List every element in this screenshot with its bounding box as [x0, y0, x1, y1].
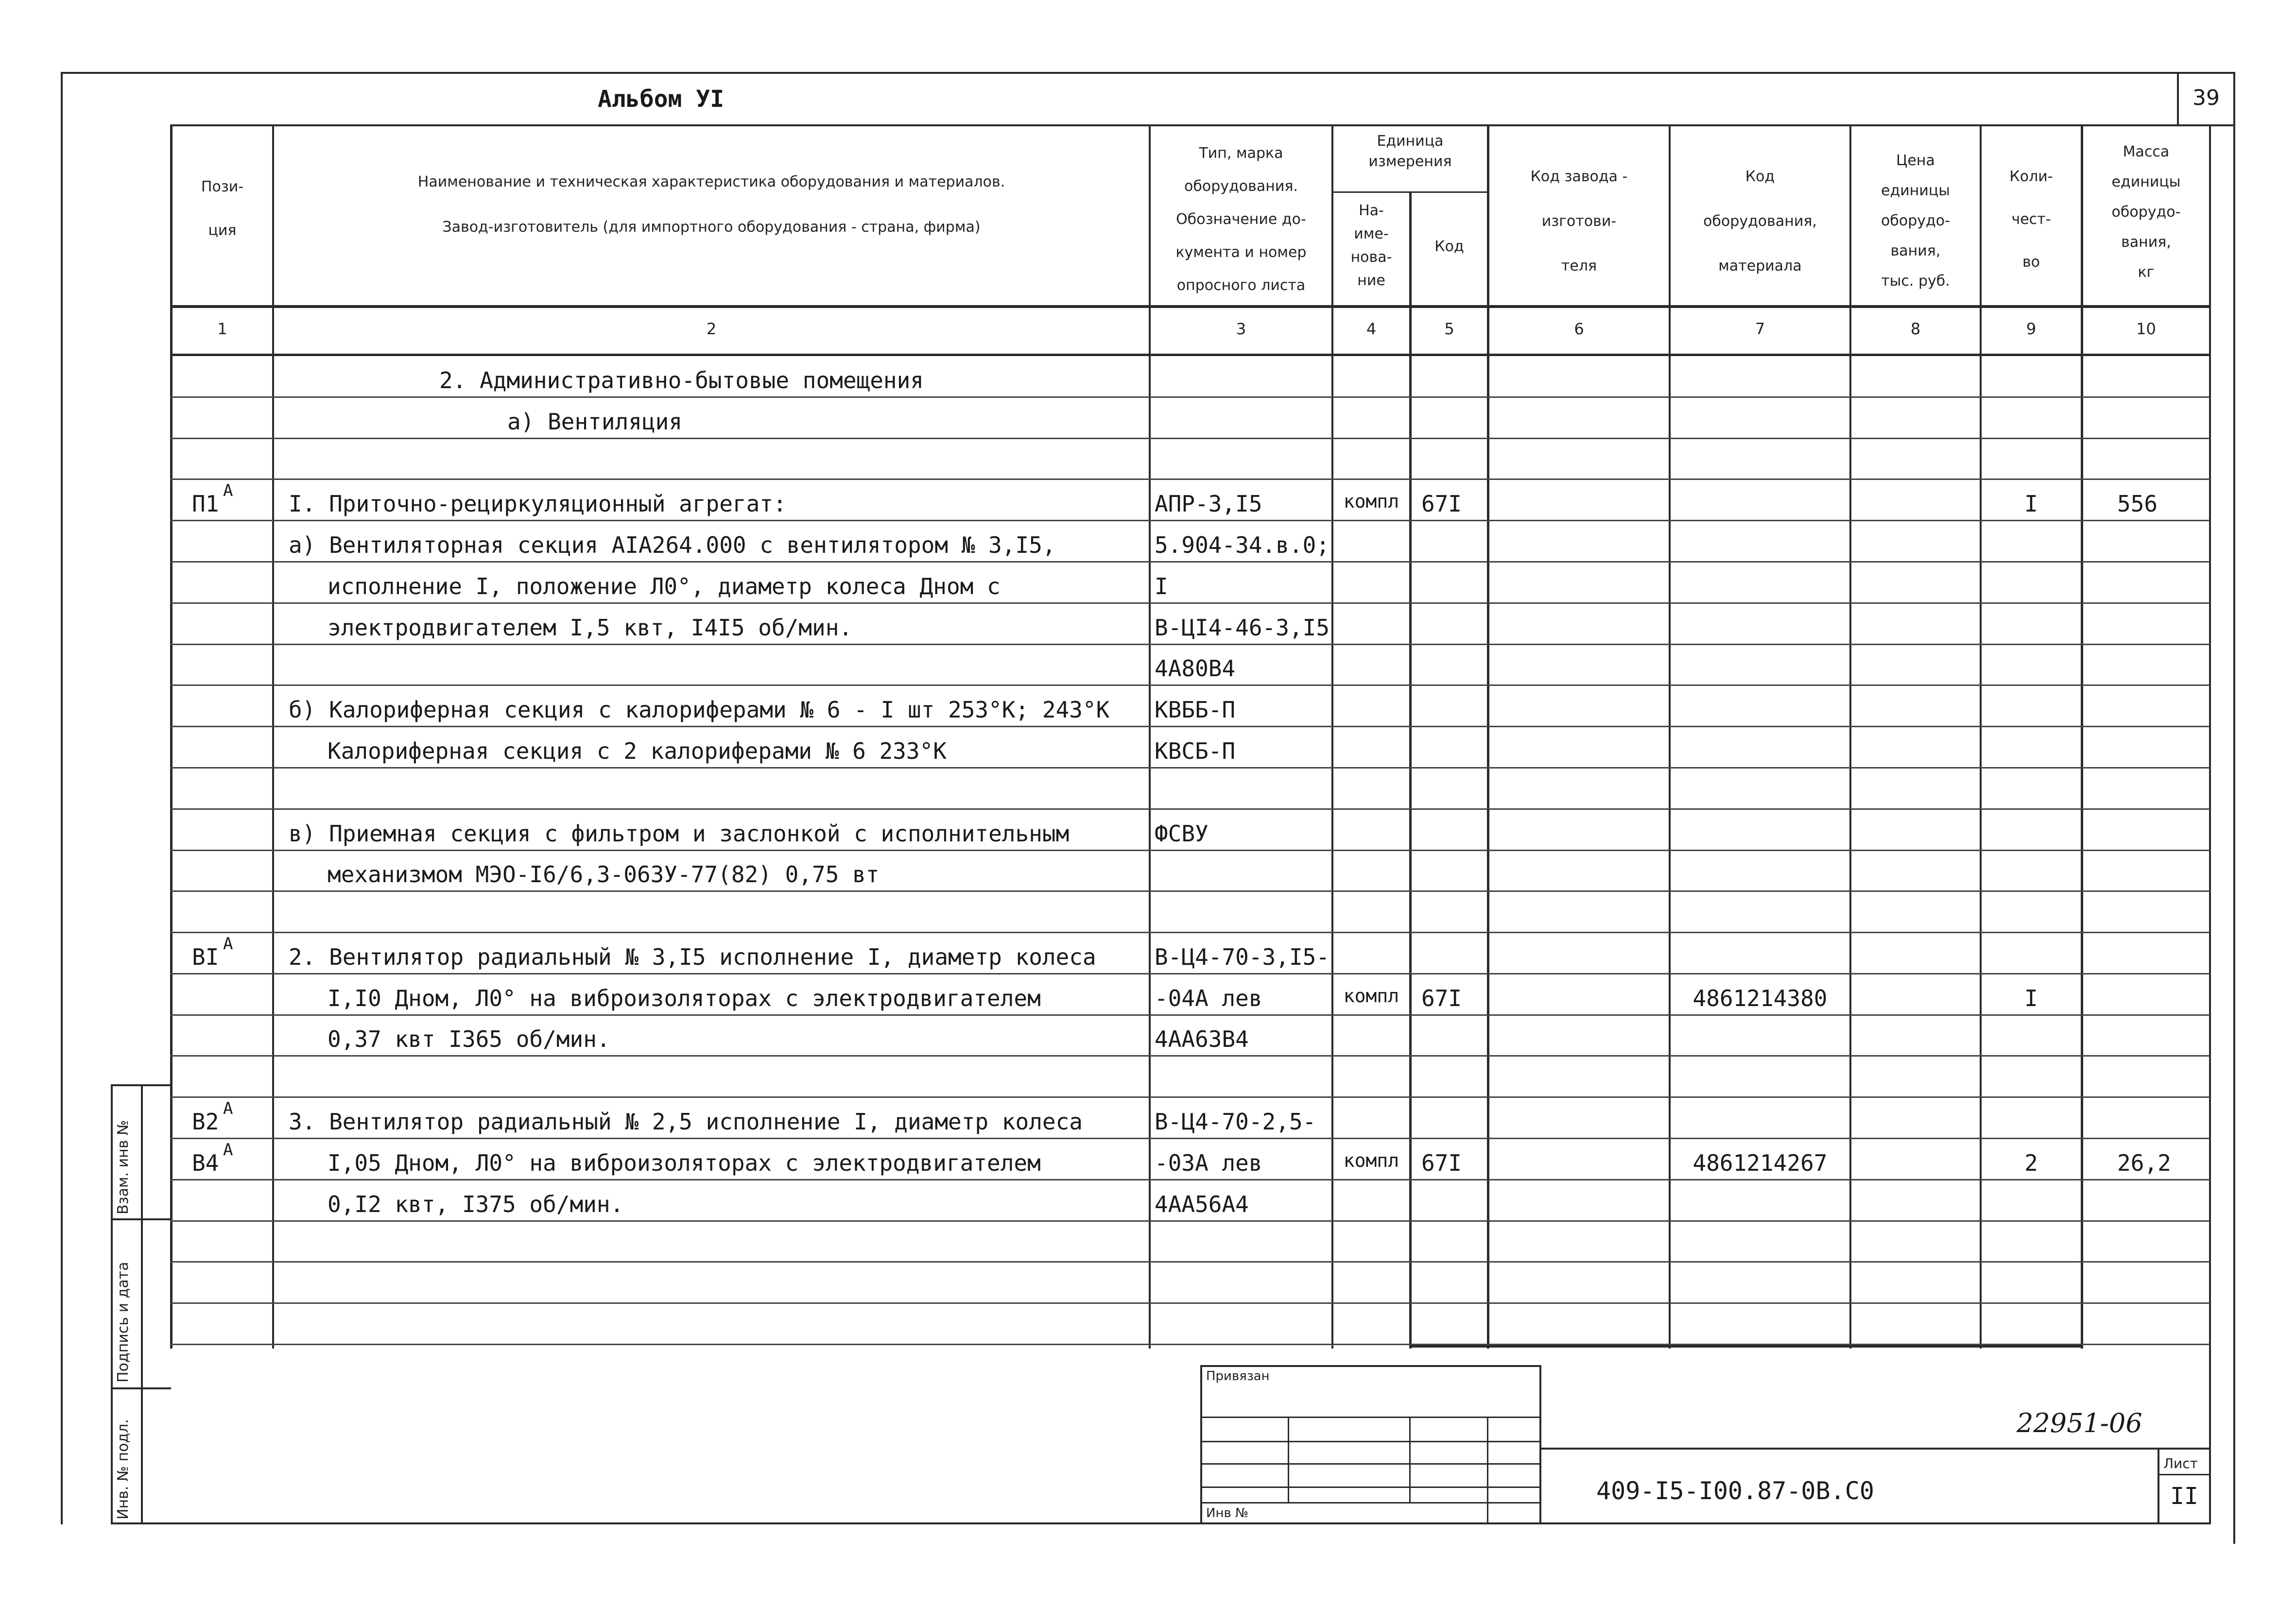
table-col7-end — [1849, 124, 1851, 1349]
header-name-line2: Завод-изготовитель (для импортного оборудования - страна, фирма) — [442, 219, 981, 236]
header-equipment-code: Код оборудования, материала — [1703, 168, 1817, 274]
table-cell-type: КВББ-П — [1155, 697, 1236, 723]
side-strip-div1 — [111, 1218, 171, 1220]
table-row-line — [170, 1302, 2210, 1304]
table-row-line — [170, 1179, 2210, 1180]
table-cell-name: а) Вентиляторная секция АIА264.000 с вентилятором № 3,I5, — [289, 532, 1056, 558]
table-cell-type: 5.904-34.в.0; — [1155, 532, 1330, 558]
table-cell-mass: 26,2 — [2117, 1150, 2171, 1176]
colnum-8: 8 — [1910, 320, 1921, 338]
privyazan-row4 — [1200, 1486, 1540, 1488]
privyazan-row2 — [1200, 1441, 1540, 1442]
table-cell-type: -03А лев — [1155, 1150, 1262, 1176]
table-left — [170, 124, 173, 1349]
table-row-line — [170, 1261, 2210, 1263]
table-row-line — [170, 520, 2210, 521]
frame-right — [2233, 72, 2235, 1544]
table-row-line — [170, 1096, 2210, 1098]
side-label-podpis: Подпись и дата — [115, 1262, 132, 1383]
side-strip-div2 — [111, 1387, 171, 1389]
inv-no-label: Инв № — [1206, 1506, 1249, 1521]
table-cell-name: б) Калориферная секция с калориферами № 6 - I шт 253°К; 243°К — [289, 697, 1110, 723]
colnum-2: 2 — [706, 320, 717, 338]
table-cell-name: 0,37 квт I365 об/мин. — [328, 1026, 610, 1052]
table-cell-name: а) Вентиляция — [507, 409, 683, 435]
table-cell-name: I,I0 Дном, Л0° на виброизоляторах с электродвигателем — [328, 985, 1041, 1011]
side-strip-left — [111, 1084, 113, 1524]
table-cell-type: -04А лев — [1155, 985, 1262, 1011]
table-row-line — [170, 438, 2210, 439]
table-row-line — [170, 1055, 2210, 1057]
side-strip-bottom — [111, 1522, 171, 1524]
list-box-divider — [2158, 1474, 2210, 1475]
table-cell-type: 4АА63В4 — [1155, 1026, 1249, 1052]
table-cell-pos: В2 — [192, 1109, 219, 1135]
table-cell-pos: П1 — [192, 491, 219, 517]
privyazan-top — [1200, 1365, 1540, 1367]
privyazan-col3 — [1487, 1417, 1488, 1524]
colnum-3: 3 — [1236, 320, 1246, 338]
header-unit-code: Код — [1434, 238, 1464, 255]
stamp-bottom — [170, 1522, 2210, 1524]
header-position: Пози- ция — [201, 178, 244, 239]
table-cell-type: КВСБ-П — [1155, 738, 1236, 764]
privyazan-col1 — [1288, 1417, 1289, 1502]
colnum-7: 7 — [1755, 320, 1765, 338]
table-cell-name: 3. Вентилятор радиальный № 2,5 исполнение I, диаметр колеса — [289, 1109, 1083, 1135]
table-cell-type: ФСВУ — [1155, 820, 1208, 847]
table-col1-end — [272, 124, 274, 1349]
table-cell-code: 67I — [1421, 491, 1462, 517]
table-cell-qty: I — [2024, 985, 2038, 1011]
table-row-line — [170, 890, 2210, 892]
table-row-line — [170, 1344, 2210, 1345]
colnum-10: 10 — [2136, 320, 2156, 338]
privyazan-label: Привязан — [1206, 1369, 1270, 1384]
table-row-line — [170, 932, 2210, 933]
table-cell-name: 2. Административно-бытовые помещения — [439, 367, 924, 393]
stamp-bottom-right — [2209, 1346, 2211, 1524]
table-cell-equip: 4861214267 — [1692, 1150, 1828, 1176]
table-row-line — [170, 478, 2210, 480]
frame-left — [61, 72, 63, 1524]
header-type: Тип, марка оборудования. Обозначение до- кумента и номер опросного листа — [1175, 145, 1307, 294]
position-superscript: А — [223, 1140, 233, 1160]
table-row-line — [170, 1014, 2210, 1016]
position-superscript: А — [223, 481, 233, 500]
table-cell-type: В-Ц4-70-3,I5- — [1155, 944, 1330, 970]
table-top — [170, 124, 2210, 126]
table-cell-type: 4А80В4 — [1155, 655, 1236, 682]
table-cell-type: I — [1155, 573, 1168, 599]
table-row-line — [170, 1138, 2210, 1139]
table-row-line — [170, 1220, 2210, 1222]
table-cell-code: 67I — [1421, 985, 1462, 1011]
side-strip-top — [111, 1084, 171, 1086]
document-code: 409-I5-I00.87-0В.С0 — [1596, 1477, 1874, 1505]
table-right — [2209, 124, 2211, 1349]
table-cell-type: В-Ц4-70-2,5- — [1155, 1109, 1316, 1135]
table-cell-name: механизмом МЭО-I6/6,3-063У-77(82) 0,75 вт — [328, 861, 880, 888]
table-cell-type: В-ЦI4-46-3,I5 — [1155, 615, 1330, 641]
header-quantity: Коли- чест- во — [2009, 168, 2053, 271]
privyazan-col2 — [1409, 1417, 1411, 1502]
table-row-line — [170, 808, 2210, 810]
table-row-line — [170, 850, 2210, 851]
colnum-4: 4 — [1366, 320, 1377, 338]
table-row-line — [170, 396, 2210, 398]
page-number: 39 — [2192, 85, 2220, 110]
colnum-6: 6 — [1574, 320, 1584, 338]
table-row-line — [170, 973, 2210, 974]
side-label-vzam: Взам. инв № — [115, 1120, 132, 1214]
colnum-9: 9 — [2026, 320, 2037, 338]
colnum-bottom — [170, 354, 2210, 356]
table-row-line — [170, 726, 2210, 727]
table-cell-name: Калориферная секция с 2 калориферами № 6 233°К — [328, 738, 947, 764]
table-cell-code: 67I — [1421, 1150, 1462, 1176]
table-row-line — [170, 767, 2210, 769]
header-unit-group: Единица измерения — [1368, 133, 1452, 170]
privyazan-row1 — [1200, 1417, 1540, 1418]
header-unit-name: На- име- нова- ние — [1350, 202, 1392, 289]
table-row-line — [170, 602, 2210, 604]
table-cell-name: 2. Вентилятор радиальный № 3,I5 исполнение I, диаметр колеса — [289, 944, 1096, 970]
colnum-1: 1 — [217, 320, 227, 338]
table-cell-pos: ВI — [192, 944, 219, 970]
side-label-inv-podl: Инв. № подл. — [115, 1419, 132, 1520]
table-cell-equip: 4861214380 — [1692, 985, 1828, 1011]
privyazan-right — [1539, 1365, 1541, 1524]
table-cell-type: 4АА56А4 — [1155, 1191, 1249, 1217]
table-cell-unit: компл — [1343, 1150, 1399, 1171]
position-superscript: А — [223, 1099, 233, 1118]
table-cell-name: 0,I2 квт, I375 об/мин. — [328, 1191, 624, 1217]
table-cell-name: I. Приточно-рециркуляционный агрегат: — [289, 491, 787, 517]
handwritten-number: 22951-06 — [2017, 1408, 2142, 1438]
privyazan-left — [1200, 1365, 1202, 1524]
privyazan-row5 — [1200, 1502, 1540, 1503]
table-cell-name: электродвигателем I,5 квт, I4I5 об/мин. — [328, 615, 853, 641]
header-factory-code: Код завода - изготови- теля — [1530, 168, 1628, 274]
table-cell-pos: В4 — [192, 1150, 219, 1176]
table-col2-end — [1149, 124, 1151, 1349]
table-row-line — [170, 684, 2210, 686]
privyazan-row3 — [1200, 1463, 1540, 1465]
position-superscript: А — [223, 934, 233, 954]
table-cell-unit: компл — [1343, 491, 1399, 512]
table-cell-unit: компл — [1343, 985, 1399, 1007]
header-name-line1: Наименование и техническая характеристика оборудования и материалов. — [417, 173, 1005, 190]
side-strip-mid — [141, 1084, 143, 1524]
header-price: Цена единицы оборудо- вания, тыс. руб. — [1881, 152, 1950, 290]
table-row-line — [170, 644, 2210, 645]
album-title: Альбом УI — [598, 85, 725, 113]
header-mass: Масса единицы оборудо- вания, кг — [2111, 143, 2181, 281]
frame-top — [61, 72, 2235, 74]
table-cell-qty: I — [2024, 491, 2038, 517]
header-bottom — [170, 305, 2210, 308]
list-label: Лист — [2163, 1455, 2198, 1471]
table-cell-qty: 2 — [2024, 1150, 2038, 1176]
table-cell-name: исполнение I, положение Л0°, диаметр колеса Дном с — [328, 573, 1001, 599]
table-cell-type: АПР-3,I5 — [1155, 491, 1262, 517]
table-cell-mass: 556 — [2117, 491, 2158, 517]
list-value: II — [2170, 1483, 2198, 1510]
table-row-line — [170, 561, 2210, 563]
table-cell-name: I,05 Дном, Л0° на виброизоляторах с электродвигателем — [328, 1150, 1041, 1176]
titleblock-top — [1539, 1448, 2210, 1450]
colnum-5: 5 — [1444, 320, 1454, 338]
table-col9-end — [2081, 124, 2083, 1349]
table-cell-name: в) Приемная секция с фильтром и заслонкой с исполнительным — [289, 820, 1070, 847]
table-col4-end — [1409, 191, 1412, 1349]
table-col5-end — [1487, 124, 1489, 1349]
